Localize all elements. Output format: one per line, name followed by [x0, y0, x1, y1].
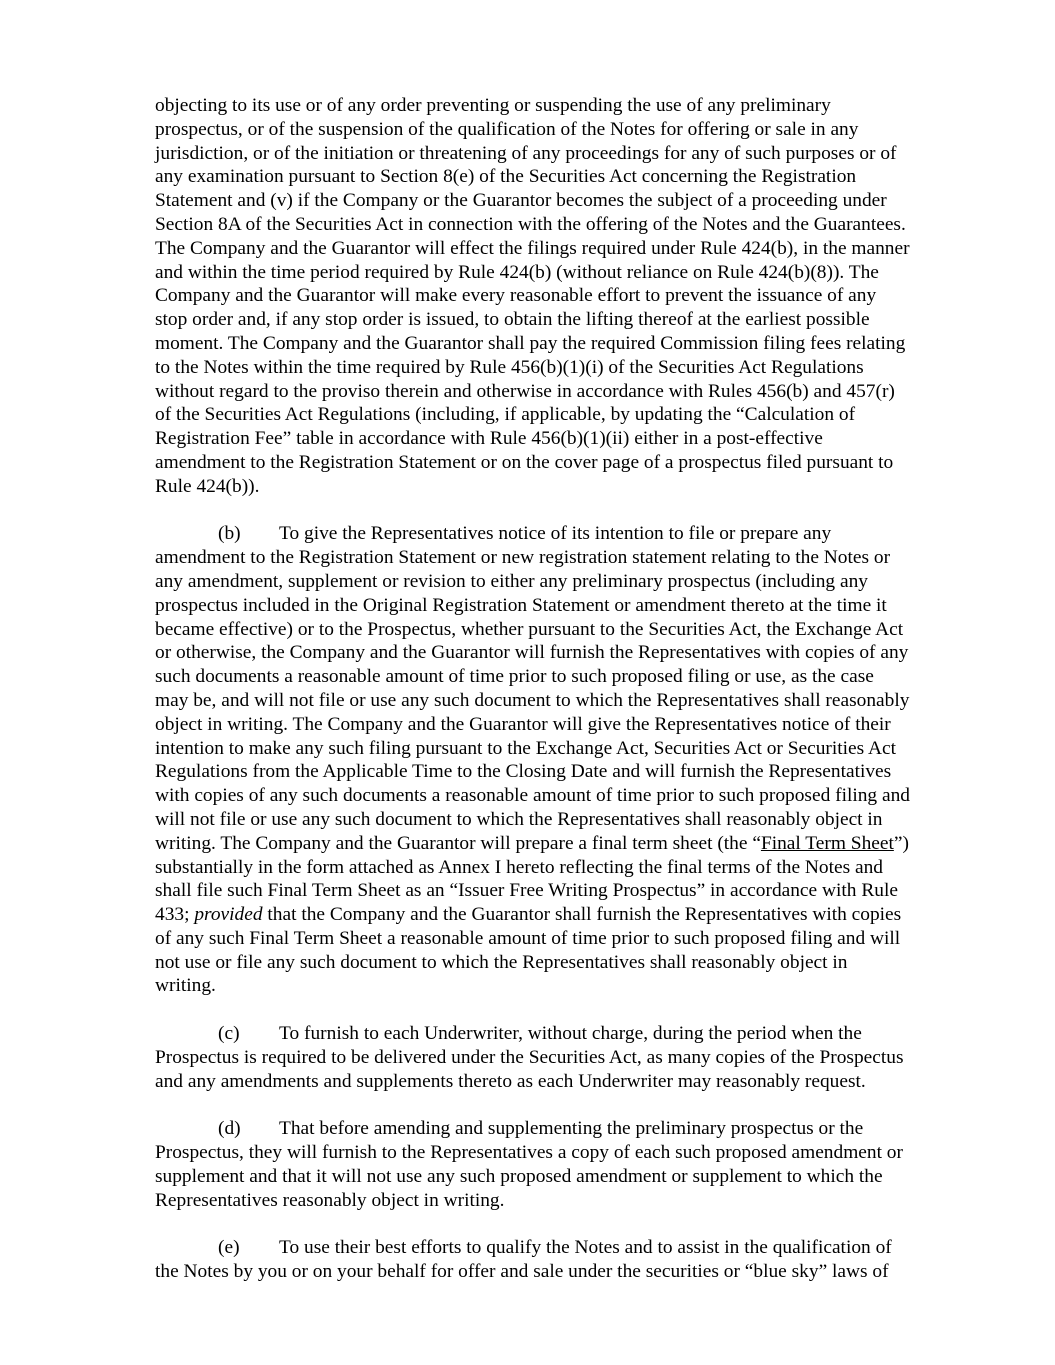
text-run: that the Company and the Guarantor shall furnish the Representatives with copies — [262, 904, 902, 926]
text-line: Company and the Guarantor will make every reasonable effort to prevent the issuance of any — [155, 285, 877, 307]
text-line: stop order and, if any stop order is issued, to obtain the lifting thereof at the earliest possible — [155, 309, 870, 331]
text-line: prospectus included in the Original Registration Statement or amendment thereto at the time it — [155, 594, 887, 616]
text-line: not use or file any such document to which the Representatives shall reasonably object in — [155, 951, 848, 973]
text-line: substantially in the form attached as Annex I hereto reflecting the final terms of the Notes and — [155, 856, 883, 878]
paragraph-label: (e) — [218, 1237, 240, 1259]
text-run: That before amending and supplementing the preliminary prospectus or the — [279, 1118, 864, 1140]
text-line — [155, 1022, 965, 1046]
text-line: object in writing. The Company and the Guarantor will give the Representatives notice of their — [155, 713, 891, 735]
text-line: intention to make any such filing pursuant to the Exchange Act, Securities Act or Securities Act — [155, 737, 896, 759]
text-line: without regard to the proviso therein and otherwise in accordance with Rules 456(b) and 457(r) — [155, 380, 895, 402]
text-run: 433; — [155, 904, 195, 926]
text-line: amendment to the Registration Statement or new registration statement relating to the Notes or — [155, 547, 891, 569]
text-line — [155, 1117, 965, 1141]
paragraph-label: (c) — [218, 1023, 240, 1045]
text-line — [155, 1236, 965, 1260]
text-line: may be, and will not file or use any such document to which the Representatives shall reasonably — [155, 689, 910, 711]
paragraph-b — [155, 522, 965, 998]
text-line: prospectus, or of the suspension of the qualification of the Notes for offering or sale in any — [155, 118, 859, 140]
text-line — [155, 522, 965, 546]
text-line: Section 8A of the Securities Act in connection with the offering of the Notes and the Guarantees. — [155, 213, 906, 235]
paragraph-label: (d) — [218, 1118, 241, 1140]
text-line — [155, 903, 965, 927]
text-line: of the Securities Act Regulations (including, if applicable, by updating the “Calculation of — [155, 404, 856, 426]
text-line: with copies of any such documents a reasonable amount of time prior to such proposed filing and — [155, 785, 910, 807]
text-line: Rule 424(b)). — [155, 475, 260, 497]
text-line: Statement and (v) if the Company or the Guarantor becomes the subject of a proceeding under — [155, 190, 887, 212]
text-line: any amendment, supplement or revision to either any preliminary prospectus (including any — [155, 570, 868, 592]
text-run: ”) — [893, 832, 909, 854]
text-line: and any amendments and supplements thereto as each Underwriter may reasonably request. — [155, 1070, 866, 1092]
text-line — [155, 832, 965, 856]
text-line: became effective) or to the Prospectus, whether pursuant to the Securities Act, the Exchange Act — [155, 618, 904, 640]
italic-term-provided: provided — [194, 904, 263, 926]
paragraph-a-continuation — [155, 94, 965, 499]
paragraph-c — [155, 1022, 965, 1093]
document-page — [155, 94, 965, 1308]
text-line: The Company and the Guarantor will effect the filings required under Rule 424(b), in the manner — [155, 237, 910, 259]
text-line: will not file or use any such document to which the Representatives shall reasonably object in — [155, 808, 883, 830]
text-line: the Notes by you or on your behalf for offer and sale under the securities or “blue sky” laws of — [155, 1261, 889, 1283]
text-line: Prospectus, they will furnish to the Representatives a copy of each such proposed amendment or — [155, 1142, 903, 1164]
text-line: Regulations from the Applicable Time to the Closing Date and will furnish the Representatives — [155, 761, 892, 783]
text-line: supplement and that it will not use any such proposed amendment or supplement to which the — [155, 1165, 883, 1187]
text-line: Prospectus is required to be delivered under the Securities Act, as many copies of the Prospectus — [155, 1046, 904, 1068]
text-line: objecting to its use or of any order preventing or suspending the use of any preliminary — [155, 95, 831, 116]
text-line: Representatives reasonably object in writing. — [155, 1189, 505, 1211]
text-line: writing. — [155, 975, 216, 997]
text-line: moment. The Company and the Guarantor shall pay the required Commission filing fees relating — [155, 332, 906, 354]
text-line: such documents a reasonable amount of time prior to such proposed filing or use, as the case — [155, 666, 874, 688]
defined-term-final-term-sheet: Final Term Sheet — [760, 832, 894, 854]
text-line: amendment to the Registration Statement or on the cover page of a prospectus filed pursuant to — [155, 451, 894, 473]
text-line: to the Notes within the time required by Rule 456(b)(1)(i) of the Securities Act Regulations — [155, 356, 864, 378]
text-line: jurisdiction, or of the initiation or threatening of any proceedings for any of such purposes or of — [155, 142, 897, 164]
paragraph-e — [155, 1236, 965, 1284]
text-line: shall file such Final Term Sheet as an “Issuer Free Writing Prospectus” in accordance with Rule — [155, 880, 898, 902]
text-run: writing. The Company and the Guarantor will prepare a final term sheet (the “ — [155, 832, 761, 854]
text-line: any examination pursuant to Section 8(e) of the Securities Act concerning the Registration — [155, 166, 857, 188]
text-line: or otherwise, the Company and the Guarantor will furnish the Representatives with copies of any — [155, 642, 909, 664]
paragraph-d — [155, 1117, 965, 1212]
text-run: To give the Representatives notice of its intention to file or prepare any — [279, 523, 832, 545]
text-run: To furnish to each Underwriter, without charge, during the period when the — [279, 1023, 862, 1045]
text-line: Registration Fee” table in accordance with Rule 456(b)(1)(ii) either in a post-effective — [155, 428, 823, 450]
text-line: of any such Final Term Sheet a reasonable amount of time prior to such proposed filing and will — [155, 927, 901, 949]
paragraph-label: (b) — [218, 523, 241, 545]
text-line: and within the time period required by Rule 424(b) (without reliance on Rule 424(b)(8)). The — [155, 261, 879, 283]
text-run: To use their best efforts to qualify the Notes and to assist in the qualification of — [279, 1237, 892, 1259]
